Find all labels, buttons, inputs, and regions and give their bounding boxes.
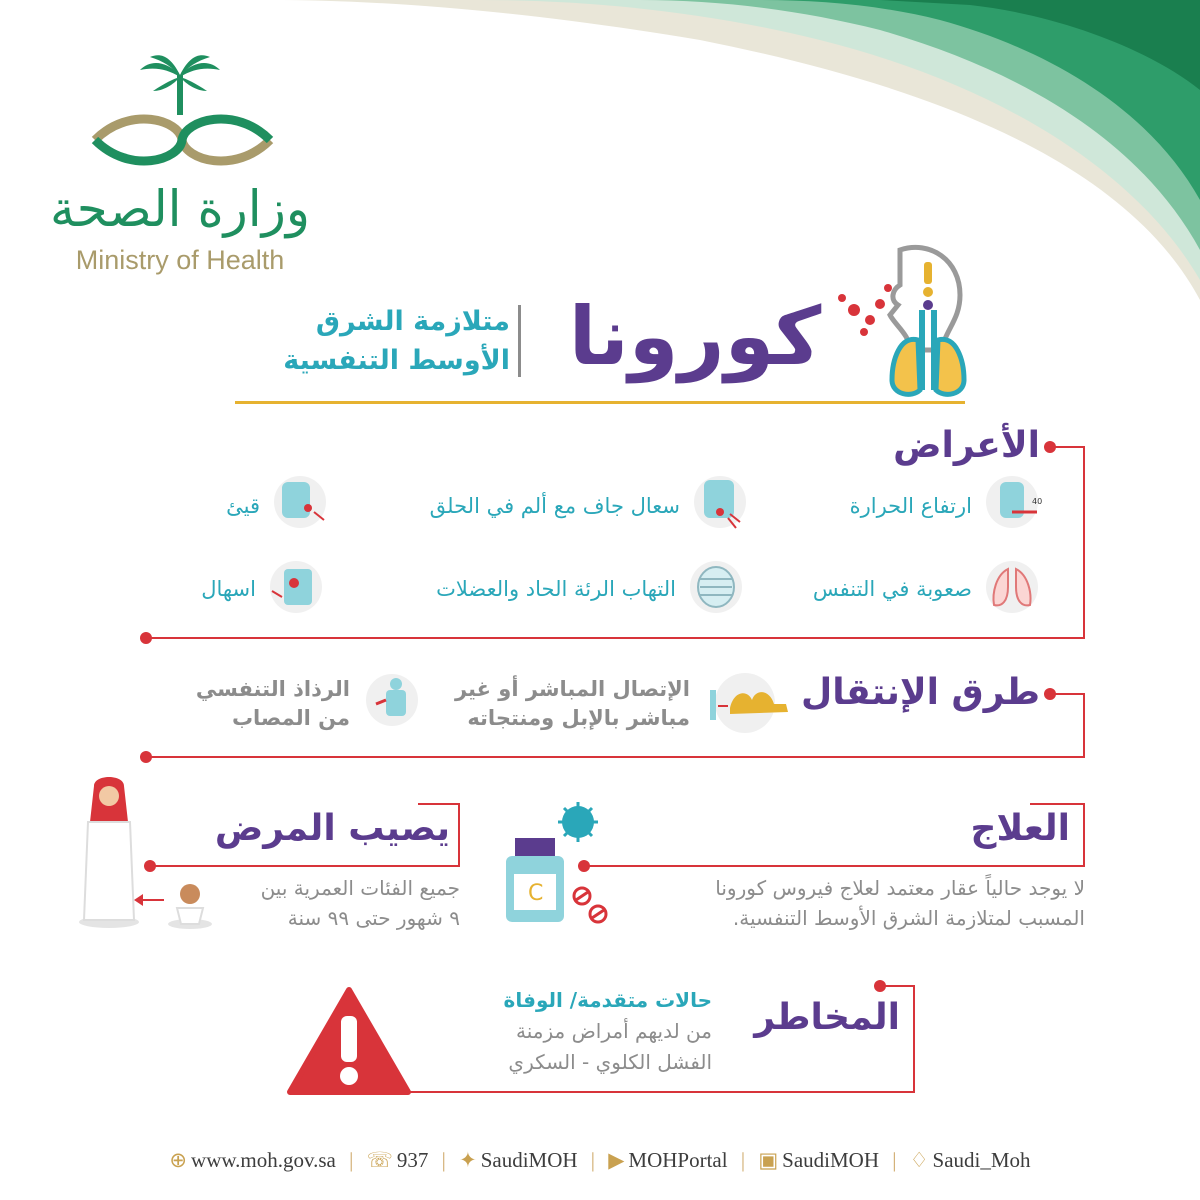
palm-tree-icon (135, 55, 225, 115)
transmission-dot-end (140, 751, 152, 763)
footer-separator: | (590, 1148, 596, 1172)
vomit-icon (270, 472, 330, 532)
logo-english-name: Ministry of Health (75, 245, 285, 275)
baby-icon (165, 880, 215, 930)
subtitle-line2: الأوسط التنفسية (283, 345, 510, 376)
transmission-item2-line1: الرذاذ التنفسي (195, 677, 350, 701)
medicine-bottle-icon (500, 800, 620, 930)
camel-icon (700, 668, 795, 738)
risks-line2: الفشل الكلوي - السكري (508, 1050, 712, 1074)
youtube-icon: ▶ (608, 1148, 625, 1172)
logo-arabic-name: وزارة الصحة (50, 180, 310, 238)
risks-line-top (880, 985, 915, 987)
title-underline (235, 401, 965, 404)
footer-separator: | (441, 1148, 446, 1172)
bottle-label: C (528, 881, 544, 906)
affected-line1: جميع الفئات العمرية بين (260, 876, 460, 900)
risks-line-right (913, 985, 915, 1093)
affected-title: يصيب المرض (214, 808, 450, 849)
adult-man-icon (76, 772, 142, 932)
pneumonia-icon (686, 557, 746, 617)
phone-icon: ☏ (366, 1148, 393, 1172)
transmission-line-right (1083, 693, 1085, 758)
globe-icon: ⊕ (169, 1148, 188, 1172)
treatment-line1: لا يوجد حالياً عقار معتمد لعلاج فيروس كورونا (715, 876, 1085, 900)
footer-website[interactable]: www.moh.gov.sa (191, 1148, 336, 1172)
treatment-line-right (1083, 803, 1085, 867)
twitter-icon: ✦ (459, 1148, 477, 1172)
droplet-spread-icon (362, 670, 422, 730)
affected-line-right (458, 803, 460, 867)
title-divider (518, 305, 521, 377)
affected-line2: ٩ شهور حتى ٩٩ سنة (287, 906, 460, 930)
symptoms-line-bottom (146, 637, 1085, 639)
age-arrow-head (134, 894, 143, 906)
symptom-vomit: قيئ (226, 494, 260, 518)
transmission-item1-line1: الإتصال المباشر أو غير (454, 677, 690, 701)
svg-text:40: 40 (1032, 497, 1042, 506)
symptoms-line-top (1050, 446, 1085, 448)
facebook-icon: ▣ (758, 1148, 779, 1172)
affected-line-top (418, 803, 460, 805)
footer-separator: | (740, 1148, 746, 1172)
warning-icon (286, 986, 412, 1098)
footer-phone[interactable]: 937 (396, 1148, 429, 1172)
main-title: كورونا (568, 290, 822, 383)
symptom-breathing: صعوبة في التنفس (812, 577, 972, 601)
lungs-head-icon (830, 240, 980, 400)
ministry-logo (50, 55, 320, 285)
risks-title: المخاطر (754, 997, 900, 1038)
symptoms-title: الأعراض (893, 425, 1040, 466)
footer-snapchat[interactable]: Saudi_Moh (932, 1148, 1031, 1172)
footer-twitter[interactable]: SaudiMOH (480, 1148, 578, 1172)
transmission-item1-line2: مباشر بالإبل ومنتجاته (467, 706, 690, 730)
transmission-line-top (1050, 693, 1085, 695)
symptom-fever: ارتفاع الحرارة (849, 494, 972, 518)
symptom-cough: سعال جاف مع ألم في الحلق (429, 494, 680, 518)
treatment-line-bottom (584, 865, 1085, 867)
footer-separator: | (892, 1148, 897, 1172)
breathing-icon (982, 557, 1042, 617)
footer-separator: | (349, 1148, 354, 1172)
subtitle-line1: متلازمة الشرق (315, 306, 510, 337)
risks-highlight: حالات متقدمة/ الوفاة (503, 988, 712, 1012)
symptoms-line-right (1083, 446, 1085, 639)
fever-icon (982, 472, 1042, 532)
diarrhea-icon (266, 557, 326, 617)
symptom-diarrhea: اسهال (201, 577, 256, 601)
treatment-line-top (1030, 803, 1085, 805)
symptoms-dot-end (140, 632, 152, 644)
transmission-item2-line2: من المصاب (231, 706, 350, 730)
treatment-line2: المسبب لمتلازمة الشرق الأوسط التنفسية. (732, 906, 1085, 930)
footer-youtube[interactable]: MOHPortal (628, 1148, 728, 1172)
affected-line-bottom (150, 865, 460, 867)
transmission-line-bottom (146, 756, 1085, 758)
symptom-pneumonia: التهاب الرئة الحاد والعضلات (436, 577, 676, 601)
treatment-title: العلاج (970, 808, 1070, 849)
affected-dot-end (144, 860, 156, 872)
crossed-swords-icon (90, 110, 275, 170)
footer-bar (0, 1148, 1200, 1173)
snapchat-icon: ♢ (909, 1148, 929, 1172)
risks-line1: من لديهم أمراض مزمنة (516, 1019, 712, 1043)
transmission-title: طرق الإنتقال (800, 672, 1040, 713)
footer-facebook[interactable]: SaudiMOH (782, 1148, 879, 1172)
cough-icon (690, 472, 750, 532)
